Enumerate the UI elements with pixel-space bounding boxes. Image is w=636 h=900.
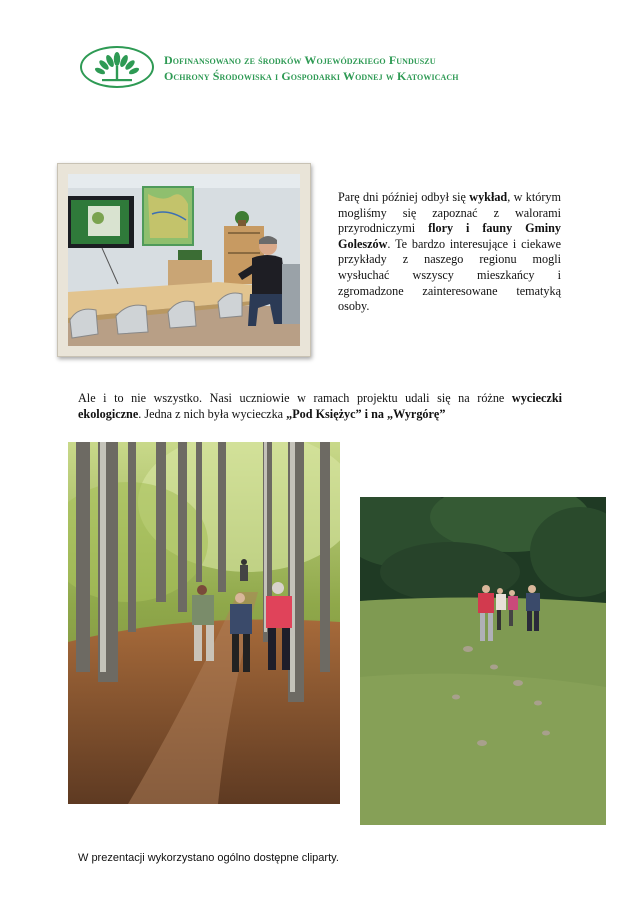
- lecture-text-1: Parę dni później odbył się: [338, 190, 470, 204]
- lecture-text-2: , w którym mogliśmy się zapoznać z walorami przyrodniczymi: [338, 190, 561, 236]
- forest-hike-photo: [68, 442, 340, 804]
- funding-text: [164, 52, 459, 84]
- lecture-bold-1: wykład: [469, 190, 508, 204]
- fund-logo: [80, 46, 154, 88]
- trips-text-2: . Jedna z nich była wycieczka: [138, 407, 287, 421]
- lecture-paragraph: [338, 190, 561, 315]
- funding-line-2: Ochrony Środowiska i Gospodarki Wodnej w Katowicach: [164, 69, 459, 83]
- trips-bold-1: wycieczki ekologiczne: [78, 391, 562, 421]
- trips-bold-2: „Pod Księżyc” i na „Wyrgórę”: [286, 407, 446, 421]
- tree-leaves-logo-icon: [90, 50, 144, 84]
- lecture-photo: [68, 174, 300, 346]
- lecture-text-3: . Te bardzo interesujące i ciekawe przykłady z naszego regionu mogli wysłuchać wszyscy mieszkańcy i zgromadzone zainteresowane tematyką osoby.: [338, 236, 561, 314]
- trips-paragraph: [78, 390, 562, 422]
- meadow-hike-photo: [360, 497, 606, 825]
- funding-header: [80, 46, 500, 92]
- funding-line-1: Dofinansowano ze środków Wojewódzkiego Funduszu: [164, 53, 436, 67]
- lecture-bold-2: flory i fauny Gminy Goleszów: [338, 221, 561, 251]
- lecture-photo-frame: [57, 163, 311, 357]
- clipart-note: W prezentacji wykorzystano ogólno dostępne cliparty.: [78, 852, 339, 864]
- trips-text-1: Ale i to nie wszystko. Nasi uczniowie w ramach projektu udali się na różne: [78, 391, 512, 405]
